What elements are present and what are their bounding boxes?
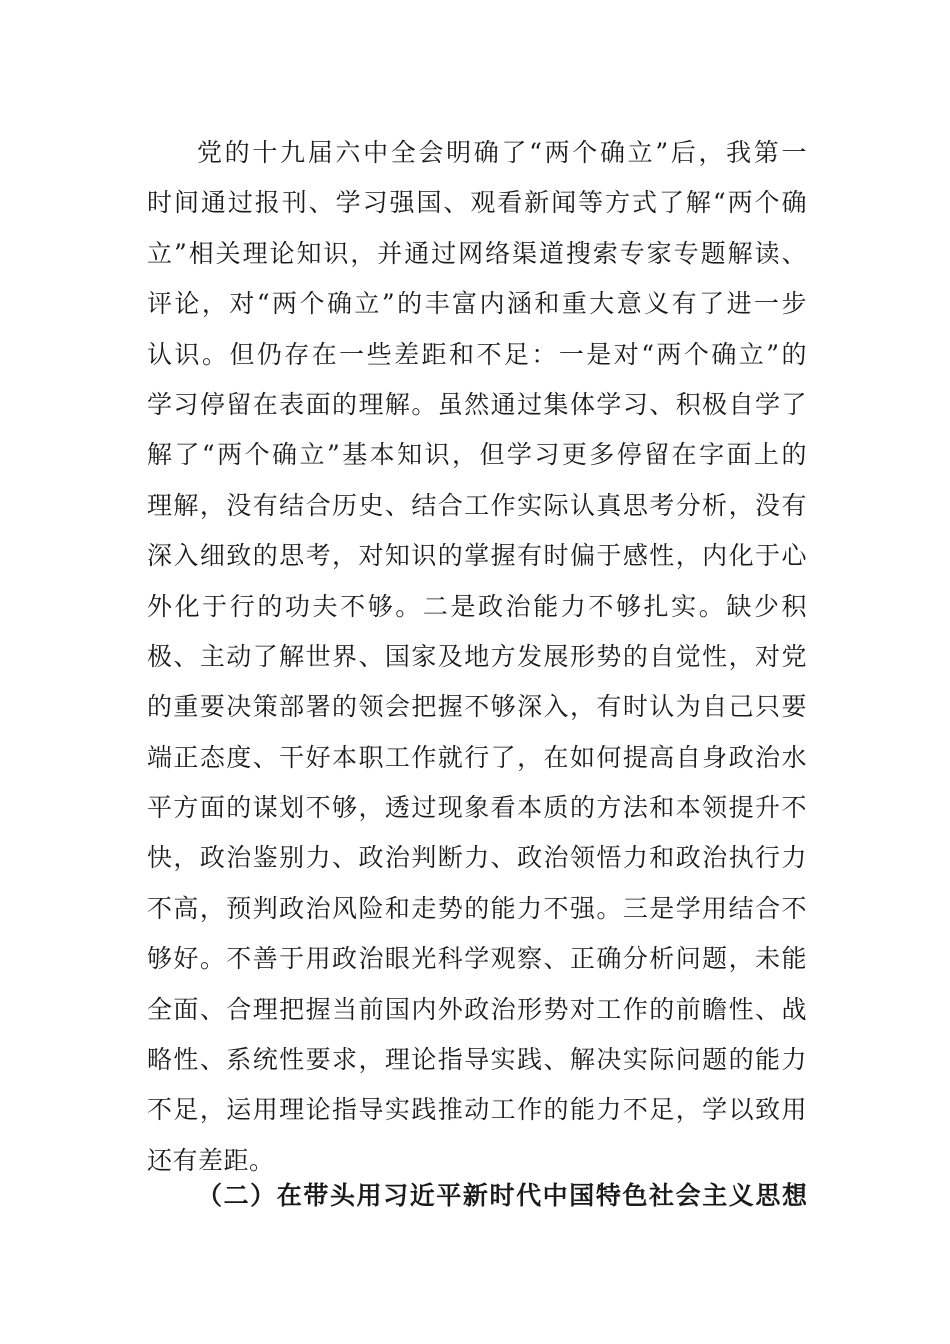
paragraph-line: 解了“两个确立”基本知识，但学习更多停留在字面上的	[147, 440, 807, 470]
paragraph-line: 够好。不善于用政治眼光科学观察、正确分析问题，未能	[147, 944, 807, 974]
paragraph-line: 不足，运用理论指导实践推动工作的能力不足，学以致用	[147, 1095, 807, 1125]
paragraph-line: 认识。但仍存在一些差距和不足：一是对“两个确立”的	[147, 339, 807, 369]
paragraph-line: 外化于行的功夫不够。二是政治能力不够扎实。缺少积	[147, 591, 807, 621]
paragraph-line: 端正态度、干好本职工作就行了，在如何提高自身政治水	[147, 742, 807, 772]
paragraph-line: 理解，没有结合历史、结合工作实际认真思考分析，没有	[147, 490, 807, 520]
paragraph-line: 极、主动了解世界、国家及地方发展形势的自觉性，对党	[147, 641, 807, 671]
paragraph-line: 时间通过报刊、学习强国、观看新闻等方式了解“两个确	[147, 188, 807, 218]
paragraph-line: 评论，对“两个确立”的丰富内涵和重大意义有了进一步	[147, 289, 807, 319]
paragraph-line: 深入细致的思考，对知识的掌握有时偏于感性，内化于心	[147, 541, 807, 571]
paragraph-line: 党的十九届六中全会明确了“两个确立”后，我第一	[197, 138, 807, 167]
paragraph-line: 立”相关理论知识，并通过网络渠道搜索专家专题解读、	[147, 238, 807, 268]
paragraph-line: 还有差距。	[147, 1145, 275, 1175]
paragraph-line: 略性、系统性要求，理论指导实践、解决实际问题的能力	[147, 1045, 807, 1075]
paragraph-line: 的重要决策部署的领会把握不够深入，有时认为自己只要	[147, 692, 807, 722]
paragraph-line: 快，政治鉴别力、政治判断力、政治领悟力和政治执行力	[147, 843, 807, 873]
body-paragraph	[147, 128, 807, 1186]
paragraph-line: 学习停留在表面的理解。虽然通过集体学习、积极自学了	[147, 389, 807, 419]
paragraph-line: 平方面的谋划不够，透过现象看本质的方法和本领提升不	[147, 793, 807, 823]
section-heading: （二）在带头用习近平新时代中国特色社会主义思想	[197, 1181, 807, 1210]
paragraph-line: 不高，预判政治风险和走势的能力不强。三是学用结合不	[147, 893, 807, 923]
paragraph-line: 全面、合理把握当前国内外政治形势对工作的前瞻性、战	[147, 994, 807, 1024]
